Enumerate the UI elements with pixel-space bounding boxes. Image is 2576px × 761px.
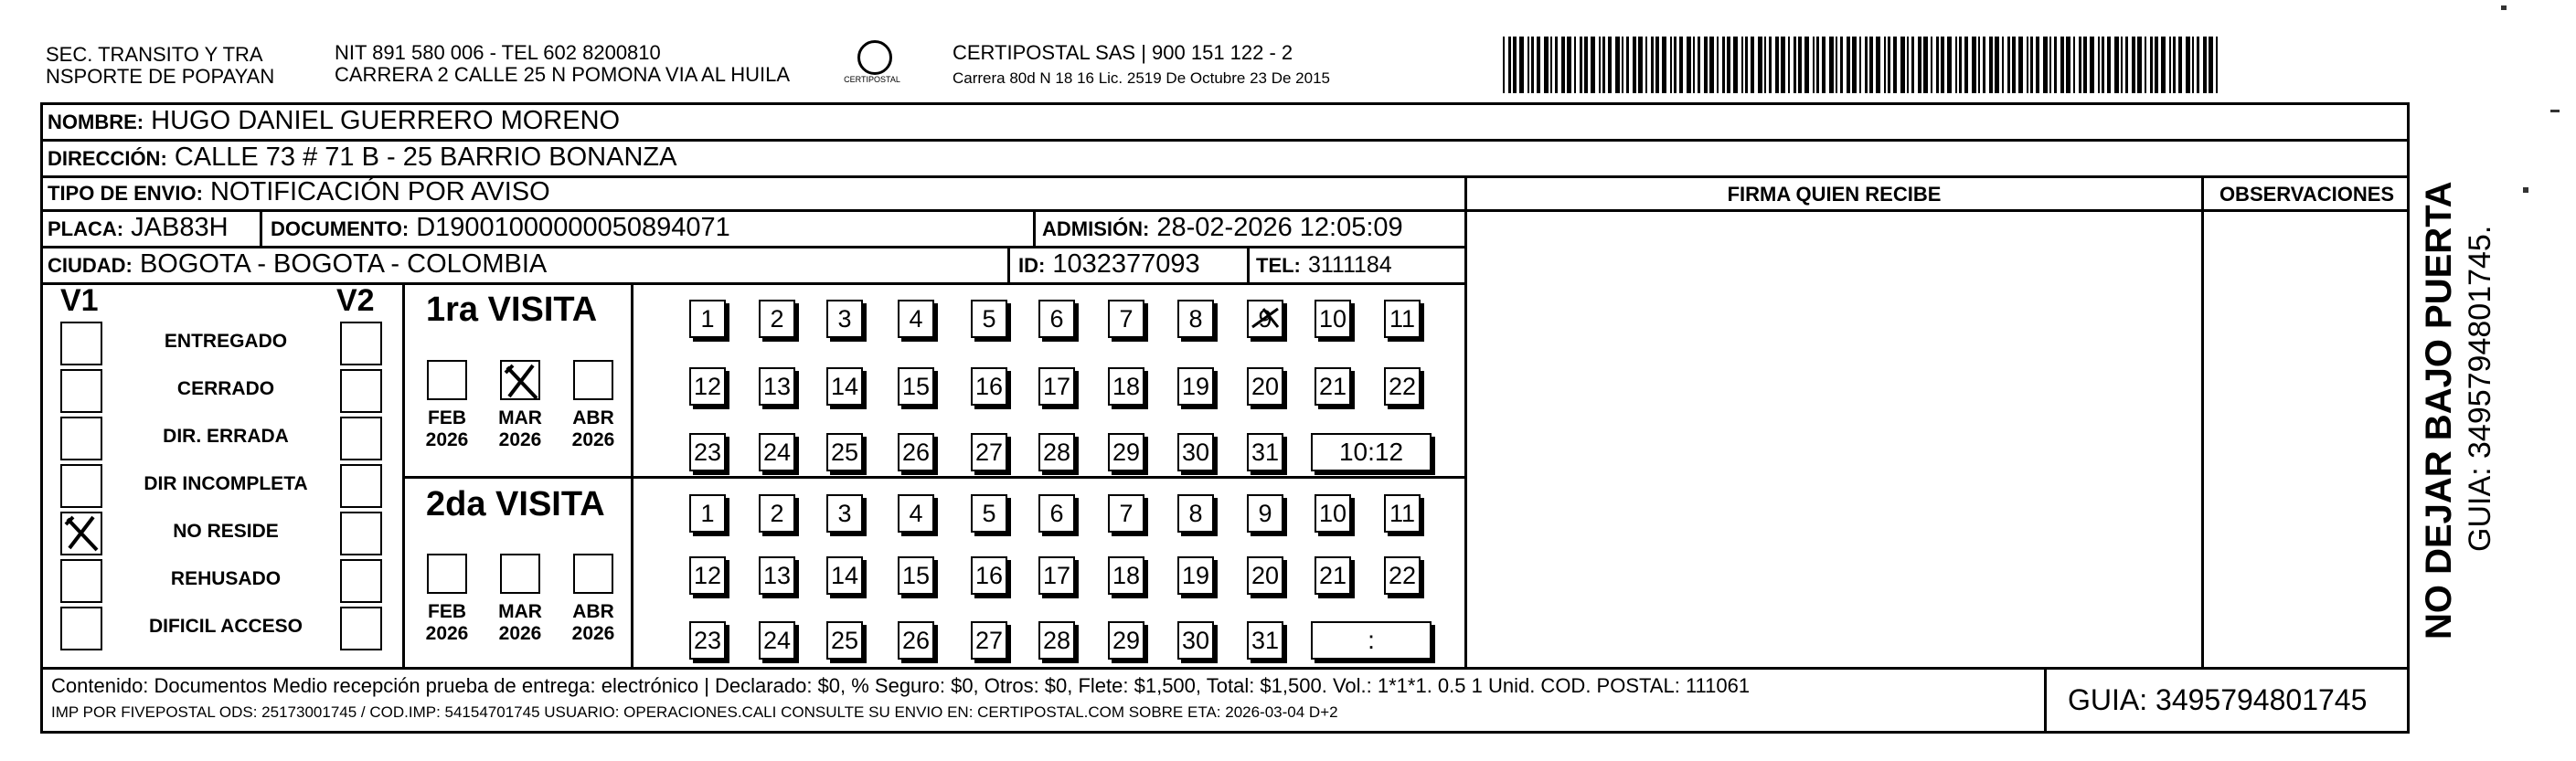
address-row (48, 143, 676, 173)
visit-2-day-31[interactable]: 31 (1247, 621, 1283, 660)
barcode-bar (1840, 37, 1843, 93)
barcode-bar (1995, 37, 1999, 93)
barcode-bar (1923, 37, 1928, 93)
status-option-entregado: ENTREGADO (164, 331, 288, 352)
month-year: 2026 (571, 623, 615, 644)
visit-1-day-27[interactable]: 27 (971, 433, 1007, 471)
barcode-bar (1964, 37, 1968, 93)
sender-contact-line2: CARRERA 2 CALLE 25 N POMONA VIA AL HUILA (335, 63, 791, 86)
barcode-bar (1907, 37, 1909, 93)
visit-2-title: 2da VISITA (426, 485, 605, 523)
month-name: FEB (428, 407, 466, 428)
visit-1-day-26[interactable]: 26 (898, 433, 934, 471)
footer-print-info: IMP POR FIVEPOSTAL ODS: 25173001745 / COD.IMP: 54154701745 USUARIO: OPERACIONES.CALI CONSULTE SU ENVIO EN: CERTIPOSTAL.COM SOBRE ETA: 2026-03-04 D+2 (51, 703, 1338, 721)
visit-1-day-10[interactable]: 10 (1315, 300, 1351, 338)
barcode-bar (2036, 37, 2039, 93)
barcode-bar (1670, 37, 1672, 93)
visit-1-day-11[interactable]: 11 (1384, 300, 1421, 338)
barcode-bar (2002, 37, 2004, 93)
barcode (1503, 37, 2225, 93)
barcode-bar (1798, 37, 1802, 93)
name-label: NOMBRE: (48, 111, 144, 133)
barcode-bar (1775, 37, 1779, 93)
visit-2-day-22[interactable]: 22 (1384, 556, 1421, 595)
barcode-bar (2102, 37, 2104, 93)
visit-2-day-12[interactable]: 12 (689, 556, 726, 595)
barcode-bar (1869, 37, 1873, 93)
barcode-bar (1745, 37, 1748, 93)
v1-checkbox-dir-errada[interactable] (60, 417, 102, 460)
divider (1007, 246, 1010, 283)
barcode-bar (1655, 37, 1659, 93)
visit-2-day-14[interactable]: 14 (826, 556, 863, 595)
document-label: DOCUMENTO: (271, 217, 410, 240)
visit-2-day-9[interactable]: 9 (1247, 494, 1283, 533)
month-year: 2026 (425, 623, 469, 644)
month-name: MAR (498, 407, 542, 428)
barcode-bar (1758, 37, 1762, 93)
visit-2-day-28[interactable]: 28 (1038, 621, 1075, 660)
city-value: BOGOTA - BOGOTA - COLOMBIA (139, 249, 548, 279)
visit-2-day-25[interactable]: 25 (826, 621, 863, 660)
visit-1-day-20[interactable]: 20 (1247, 367, 1283, 406)
city-field (48, 249, 547, 280)
v2-header: V2 (336, 283, 375, 318)
divider (260, 209, 262, 247)
divider (2044, 667, 2047, 734)
barcode-bar (2027, 37, 2028, 93)
address-label: DIRECCIÓN: (48, 147, 167, 170)
visit-2-day-1[interactable]: 1 (689, 494, 726, 533)
barcode-bar (1931, 37, 1932, 93)
status-option-no-reside: NO RESIDE (173, 521, 279, 542)
barcode-bar (1733, 37, 1738, 93)
barcode-bar (1978, 37, 1980, 93)
barcode-bar (1788, 37, 1790, 93)
barcode-bar (1955, 37, 1957, 93)
plate-field (48, 213, 229, 243)
barcode-bar (2090, 37, 2094, 93)
document-value: D19001000000050894071 (416, 213, 730, 242)
barcode-bar (1816, 37, 1819, 93)
barcode-bar (1941, 37, 1944, 93)
barcode-bar (1876, 37, 1880, 93)
visit-2-day-8[interactable]: 8 (1177, 494, 1214, 533)
barcode-bar (1865, 37, 1868, 93)
visit-2-day-21[interactable]: 21 (1315, 556, 1351, 595)
visit-1-month-checkbox-abr[interactable] (573, 360, 613, 400)
recipient-address: CALLE 73 # 71 B - 25 BARRIO BONANZA (174, 143, 677, 172)
barcode-bar (1622, 37, 1623, 93)
divider (40, 139, 2410, 142)
tel-field (1256, 249, 1392, 280)
barcode-bar (1704, 37, 1708, 93)
status-option-rehusado: REHUSADO (170, 568, 282, 589)
visit-1-day-15[interactable]: 15 (898, 367, 934, 406)
visit-2-day-15[interactable]: 15 (898, 556, 934, 595)
visit-1-day-19[interactable]: 19 (1177, 367, 1214, 406)
barcode-bar (2145, 37, 2146, 93)
shipment-type-row (48, 177, 550, 207)
barcode-bar (1751, 37, 1754, 93)
month-name: ABR (572, 601, 614, 622)
company-info-line1: CERTIPOSTAL SAS | 900 151 122 - 2 (953, 41, 1293, 64)
barcode-bar (1638, 37, 1643, 93)
visit-1-day-9[interactable]: 9 (1247, 300, 1283, 338)
divider (1464, 175, 1467, 668)
visit-1-day-23[interactable]: 23 (689, 433, 726, 471)
barcode-bar (1911, 37, 1914, 93)
shipment-type: NOTIFICACIÓN POR AVISO (209, 177, 550, 206)
barcode-bar (1829, 37, 1834, 93)
scan-mark (2501, 5, 2507, 10)
divider (631, 282, 633, 668)
barcode-bar (1544, 37, 1549, 93)
side-warning: NO DEJAR BAJO PUERTA (2419, 181, 2459, 639)
tel-value: 3111184 (1307, 252, 1392, 278)
barcode-bar (2186, 37, 2190, 93)
barcode-bar (1574, 37, 1576, 93)
visit-1-month-checkbox-mar[interactable] (500, 360, 540, 400)
barcode-bar (1519, 37, 1524, 93)
observations-column-header: OBSERVACIONES (2219, 183, 2395, 206)
logo-text: CERTIPOSTAL (844, 75, 900, 84)
barcode-bar (1847, 37, 1850, 93)
barcode-bar (1947, 37, 1952, 93)
footer-contents: Contenido: Documentos Medio recepción prueba de entrega: electrónico | Declarado: $0, % Seguro: $0, Otros: $0, Flete: $1,500, Total: $1,500. Vol.: 1*1*1. 0.5 1 Unid. COD. POSTAL: 111061 (51, 674, 1751, 697)
visit-2-month-label (561, 601, 625, 645)
barcode-bar (1503, 37, 1505, 93)
v1-checkbox-dificil-acceso[interactable] (60, 607, 102, 650)
barcode-bar (1550, 37, 1552, 93)
visit-2-day-4[interactable]: 4 (898, 494, 934, 533)
barcode-bar (1698, 37, 1700, 93)
barcode-bar (1599, 37, 1601, 93)
signature-column-header: FIRMA QUIEN RECIBE (1727, 183, 1942, 206)
month-year: 2026 (571, 429, 615, 450)
v1-header: V1 (60, 283, 99, 318)
visit-1-month-label (561, 407, 625, 451)
visit-2-day-7[interactable]: 7 (1108, 494, 1144, 533)
divider (402, 282, 405, 668)
month-year: 2026 (498, 623, 542, 644)
visit-1-day-21[interactable]: 21 (1315, 367, 1351, 406)
visit-1-day-30[interactable]: 30 (1177, 433, 1214, 471)
month-name: MAR (498, 601, 542, 622)
barcode-bar (1717, 37, 1719, 93)
visit-1-day-5[interactable]: 5 (971, 300, 1007, 338)
v1-checkbox-dir-incompleta[interactable] (60, 464, 102, 508)
logo-icon (857, 40, 892, 75)
barcode-bar (1615, 37, 1620, 93)
divider (2201, 175, 2204, 668)
barcode-bar (2054, 37, 2057, 93)
name-row (48, 106, 620, 136)
barcode-bar (1508, 37, 1511, 93)
visit-1-day-22[interactable]: 22 (1384, 367, 1421, 406)
barcode-bar (1679, 37, 1683, 93)
document-field (271, 213, 730, 243)
barcode-bar (1537, 37, 1540, 93)
v1-checkbox-rehusado[interactable] (60, 559, 102, 603)
barcode-bar (2114, 37, 2119, 93)
visit-2-month-checkbox-mar[interactable] (500, 554, 540, 594)
divider (1033, 209, 1036, 247)
month-name: FEB (428, 601, 466, 622)
visit-1-time-field[interactable]: 10:12 (1311, 433, 1432, 471)
barcode-bar (1794, 37, 1796, 93)
barcode-bar (2197, 37, 2199, 93)
barcode-bar (2150, 37, 2153, 93)
admission-field (1042, 213, 1403, 243)
divider (40, 282, 1464, 285)
visit-1-day-6[interactable]: 6 (1038, 300, 1075, 338)
barcode-bar (1769, 37, 1772, 93)
visit-2-month-checkbox-feb[interactable] (427, 554, 467, 594)
recipient-name: HUGO DANIEL GUERRERO MORENO (151, 106, 621, 135)
divider (40, 209, 2410, 212)
plate-value: JAB83H (131, 213, 229, 242)
barcode-bar (2060, 37, 2064, 93)
visit-2-day-29[interactable]: 29 (1108, 621, 1144, 660)
barcode-bar (1651, 37, 1654, 93)
barcode-bar (2192, 37, 2194, 93)
visit-2-day-11[interactable]: 11 (1384, 494, 1421, 533)
barcode-bar (1580, 37, 1582, 93)
barcode-bar (2173, 37, 2176, 93)
visit-2-day-26[interactable]: 26 (898, 621, 934, 660)
barcode-bar (1900, 37, 1905, 93)
barcode-bar (2178, 37, 2182, 93)
barcode-bar (1888, 37, 1890, 93)
barcode-bar (1813, 37, 1815, 93)
v1-checkbox-entregado[interactable] (60, 322, 102, 365)
barcode-bar (2169, 37, 2171, 93)
barcode-bar (1972, 37, 1976, 93)
visit-1-month-label (415, 407, 479, 451)
barcode-bar (1918, 37, 1921, 93)
barcode-bar (1983, 37, 1985, 93)
month-year: 2026 (498, 429, 542, 450)
visit-1-day-7[interactable]: 7 (1108, 300, 1144, 338)
barcode-bar (1836, 37, 1837, 93)
barcode-bar (1555, 37, 1558, 93)
visit-2-day-10[interactable]: 10 (1315, 494, 1351, 533)
barcode-bar (2132, 37, 2135, 93)
barcode-bar (1626, 37, 1629, 93)
visit-1-day-18[interactable]: 18 (1108, 367, 1144, 406)
sender-name-line2: NSPORTE DE POPAYAN (46, 65, 275, 88)
barcode-bar (2018, 37, 2023, 93)
barcode-bar (1936, 37, 1939, 93)
visit-1-day-29[interactable]: 29 (1108, 433, 1144, 471)
divider (40, 246, 1464, 248)
status-option-dificil-acceso: DIFICIL ACCESO (148, 616, 303, 637)
city-label: CIUDAD: (48, 254, 133, 277)
divider (402, 476, 1464, 479)
barcode-bar (1662, 37, 1666, 93)
barcode-bar (1722, 37, 1725, 93)
admission-label: ADMISIÓN: (1042, 217, 1150, 240)
visit-1-day-28[interactable]: 28 (1038, 433, 1075, 471)
barcode-bar (1859, 37, 1861, 93)
barcode-bar (2083, 37, 2087, 93)
barcode-bar (1602, 37, 1605, 93)
visit-2-day-27[interactable]: 27 (971, 621, 1007, 660)
tel-label: TEL: (1256, 254, 1301, 277)
v1-checkbox-cerrado[interactable] (60, 369, 102, 413)
plate-label: PLACA: (48, 217, 124, 240)
admission-value: 28-02-2026 12:05:09 (1156, 213, 1403, 242)
visit-2-day-6[interactable]: 6 (1038, 494, 1075, 533)
visit-1-month-checkbox-feb[interactable] (427, 360, 467, 400)
visit-2-time-field[interactable]: : (1311, 621, 1432, 660)
barcode-bar (1608, 37, 1612, 93)
visit-1-title: 1ra VISITA (426, 291, 598, 329)
barcode-bar (2121, 37, 2123, 93)
barcode-bar (1727, 37, 1730, 93)
barcode-bar (1513, 37, 1517, 93)
barcode-bar (1804, 37, 1809, 93)
side-guia: GUIA: 3495794801745. (2463, 225, 2497, 552)
visit-1-day-12[interactable]: 12 (689, 367, 726, 406)
barcode-bar (1884, 37, 1886, 93)
barcode-bar (2125, 37, 2128, 93)
divider (1247, 246, 1250, 283)
company-info-line2: Carrera 80d N 18 16 Lic. 2519 De Octubre 23 De 2015 (953, 69, 1330, 87)
barcode-bar (1633, 37, 1636, 93)
visit-2-day-19[interactable]: 19 (1177, 556, 1214, 595)
barcode-bar (2012, 37, 2016, 93)
barcode-bar (2007, 37, 2010, 93)
barcode-bar (2043, 37, 2048, 93)
scan-mark (2523, 187, 2528, 193)
visit-1-day-13[interactable]: 13 (759, 367, 795, 406)
visit-2-month-checkbox-abr[interactable] (573, 554, 613, 594)
certipostal-logo (839, 40, 905, 84)
barcode-bar (2049, 37, 2051, 93)
visit-1-day-1[interactable]: 1 (689, 300, 726, 338)
barcode-bar (2107, 37, 2111, 93)
visit-1-day-8[interactable]: 8 (1177, 300, 1214, 338)
visit-2-month-label (415, 601, 479, 645)
barcode-bar (1709, 37, 1714, 93)
barcode-bar (2030, 37, 2033, 93)
footer-guia: GUIA: 3495794801745 (2068, 683, 2368, 716)
barcode-bar (2209, 37, 2213, 93)
visit-2-day-17[interactable]: 17 (1038, 556, 1075, 595)
month-year: 2026 (425, 429, 469, 450)
status-option-dir-errada: DIR. ERRADA (163, 426, 289, 447)
barcode-bar (1531, 37, 1534, 93)
barcode-bar (1687, 37, 1691, 93)
barcode-bar (1893, 37, 1897, 93)
visit-1-day-14[interactable]: 14 (826, 367, 863, 406)
visit-2-day-5[interactable]: 5 (971, 494, 1007, 533)
id-label: ID: (1018, 254, 1046, 277)
barcode-bar (2137, 37, 2142, 93)
visit-2-day-2[interactable]: 2 (759, 494, 795, 533)
barcode-bar (1822, 37, 1826, 93)
visit-1-day-17[interactable]: 17 (1038, 367, 1075, 406)
barcode-bar (1567, 37, 1571, 93)
barcode-bar (1989, 37, 1993, 93)
visit-2-day-24[interactable]: 24 (759, 621, 795, 660)
visit-1-day-25[interactable]: 25 (826, 433, 863, 471)
barcode-bar (1741, 37, 1743, 93)
visit-1-month-label (488, 407, 552, 451)
barcode-bar (2079, 37, 2081, 93)
visit-2-day-18[interactable]: 18 (1108, 556, 1144, 595)
barcode-bar (1645, 37, 1647, 93)
barcode-bar (1674, 37, 1677, 93)
sender-name-line1: SEC. TRANSITO Y TRA (46, 43, 263, 66)
barcode-bar (2066, 37, 2070, 93)
barcode-bar (1781, 37, 1785, 93)
visit-2-day-23[interactable]: 23 (689, 621, 726, 660)
visit-1-day-2[interactable]: 2 (759, 300, 795, 338)
v1-checkbox-no-reside[interactable] (60, 512, 102, 555)
visit-2-month-label (488, 601, 552, 645)
status-option-dir-incompleta: DIR INCOMPLETA (144, 473, 308, 494)
visit-1-day-3[interactable]: 3 (826, 300, 863, 338)
scan-mark (2550, 110, 2560, 112)
shipment-type-label: TIPO DE ENVIO: (48, 182, 203, 205)
sender-contact-line1: NIT 891 580 006 - TEL 602 8200810 (335, 41, 661, 64)
visit-1-day-31[interactable]: 31 (1247, 433, 1283, 471)
id-value: 1032377093 (1052, 249, 1200, 279)
divider (40, 667, 2410, 670)
barcode-bar (1693, 37, 1695, 93)
barcode-bar (1584, 37, 1588, 93)
barcode-bar (1528, 37, 1529, 93)
visit-2-day-20[interactable]: 20 (1247, 556, 1283, 595)
barcode-bar (1561, 37, 1565, 93)
visit-2-day-30[interactable]: 30 (1177, 621, 1214, 660)
barcode-bar (2098, 37, 2100, 93)
visit-1-day-24[interactable]: 24 (759, 433, 795, 471)
barcode-bar (2216, 37, 2218, 93)
status-option-cerrado: CERRADO (176, 378, 275, 399)
visit-1-day-16[interactable]: 16 (971, 367, 1007, 406)
month-name: ABR (572, 407, 614, 428)
barcode-bar (2155, 37, 2158, 93)
barcode-bar (2203, 37, 2207, 93)
barcode-bar (1852, 37, 1857, 93)
id-field (1018, 249, 1200, 280)
visit-2-day-3[interactable]: 3 (826, 494, 863, 533)
barcode-bar (2073, 37, 2075, 93)
visit-2-day-13[interactable]: 13 (759, 556, 795, 595)
barcode-bar (1764, 37, 1766, 93)
barcode-bar (1591, 37, 1595, 93)
barcode-bar (2161, 37, 2166, 93)
barcode-bar (1959, 37, 1962, 93)
visit-2-day-16[interactable]: 16 (971, 556, 1007, 595)
visit-1-day-4[interactable]: 4 (898, 300, 934, 338)
